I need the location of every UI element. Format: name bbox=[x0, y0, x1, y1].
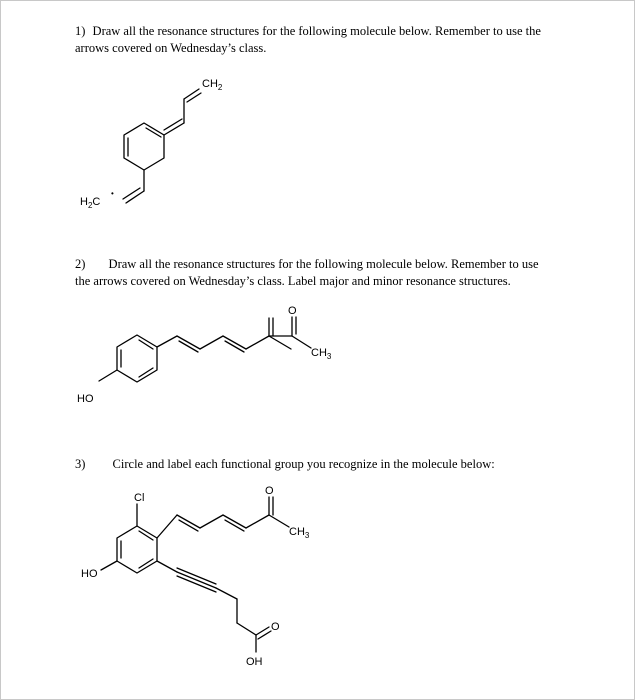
question-2-text-line2: the arrows covered on Wednesday’s class. Label major and minor resonance structures. bbox=[75, 274, 511, 288]
question-1-text-line2: arrows covered on Wednesday’s class. bbox=[75, 41, 267, 55]
molecule-2-ho-label: HO bbox=[77, 393, 94, 405]
question-2-text-line1: Draw all the resonance structures for the following molecule below. Remember to use bbox=[108, 257, 539, 271]
molecule-2-oxygen-label: O bbox=[288, 305, 297, 317]
molecule-1-structure bbox=[80, 78, 223, 210]
molecule-3-ho-label: HO bbox=[81, 568, 98, 580]
molecule-2-ch3-label: $CH_3$ bbox=[311, 347, 332, 361]
molecule-3-oh-label: OH bbox=[246, 656, 263, 668]
molecule-3-structure bbox=[81, 485, 310, 668]
molecule-3-ketone-oxygen-label: O bbox=[265, 485, 274, 497]
molecule-drawings bbox=[1, 1, 634, 699]
question-1-text-line1: Draw all the resonance structures for the following molecule below. Remember to use the bbox=[92, 24, 541, 38]
molecule-3-cl-label: Cl bbox=[134, 492, 145, 504]
molecule-3-ch3-label: $CH_3$ bbox=[289, 526, 310, 540]
molecule-1-ch2-label: $CH_2$ bbox=[202, 78, 223, 92]
question-2-number: 2) bbox=[75, 257, 86, 271]
molecule-1-h2c-label: $H_2C$ bbox=[80, 196, 101, 210]
question-1-number: 1) bbox=[75, 24, 86, 38]
molecule-2-structure bbox=[77, 305, 332, 405]
question-3-number: 3) bbox=[75, 457, 86, 471]
molecule-3-acid-oxygen-label: O bbox=[271, 621, 280, 633]
question-3-text-line1: Circle and label each functional group you recognize in the molecule below: bbox=[112, 457, 495, 471]
molecule-1-radical-dot: • bbox=[111, 189, 114, 198]
